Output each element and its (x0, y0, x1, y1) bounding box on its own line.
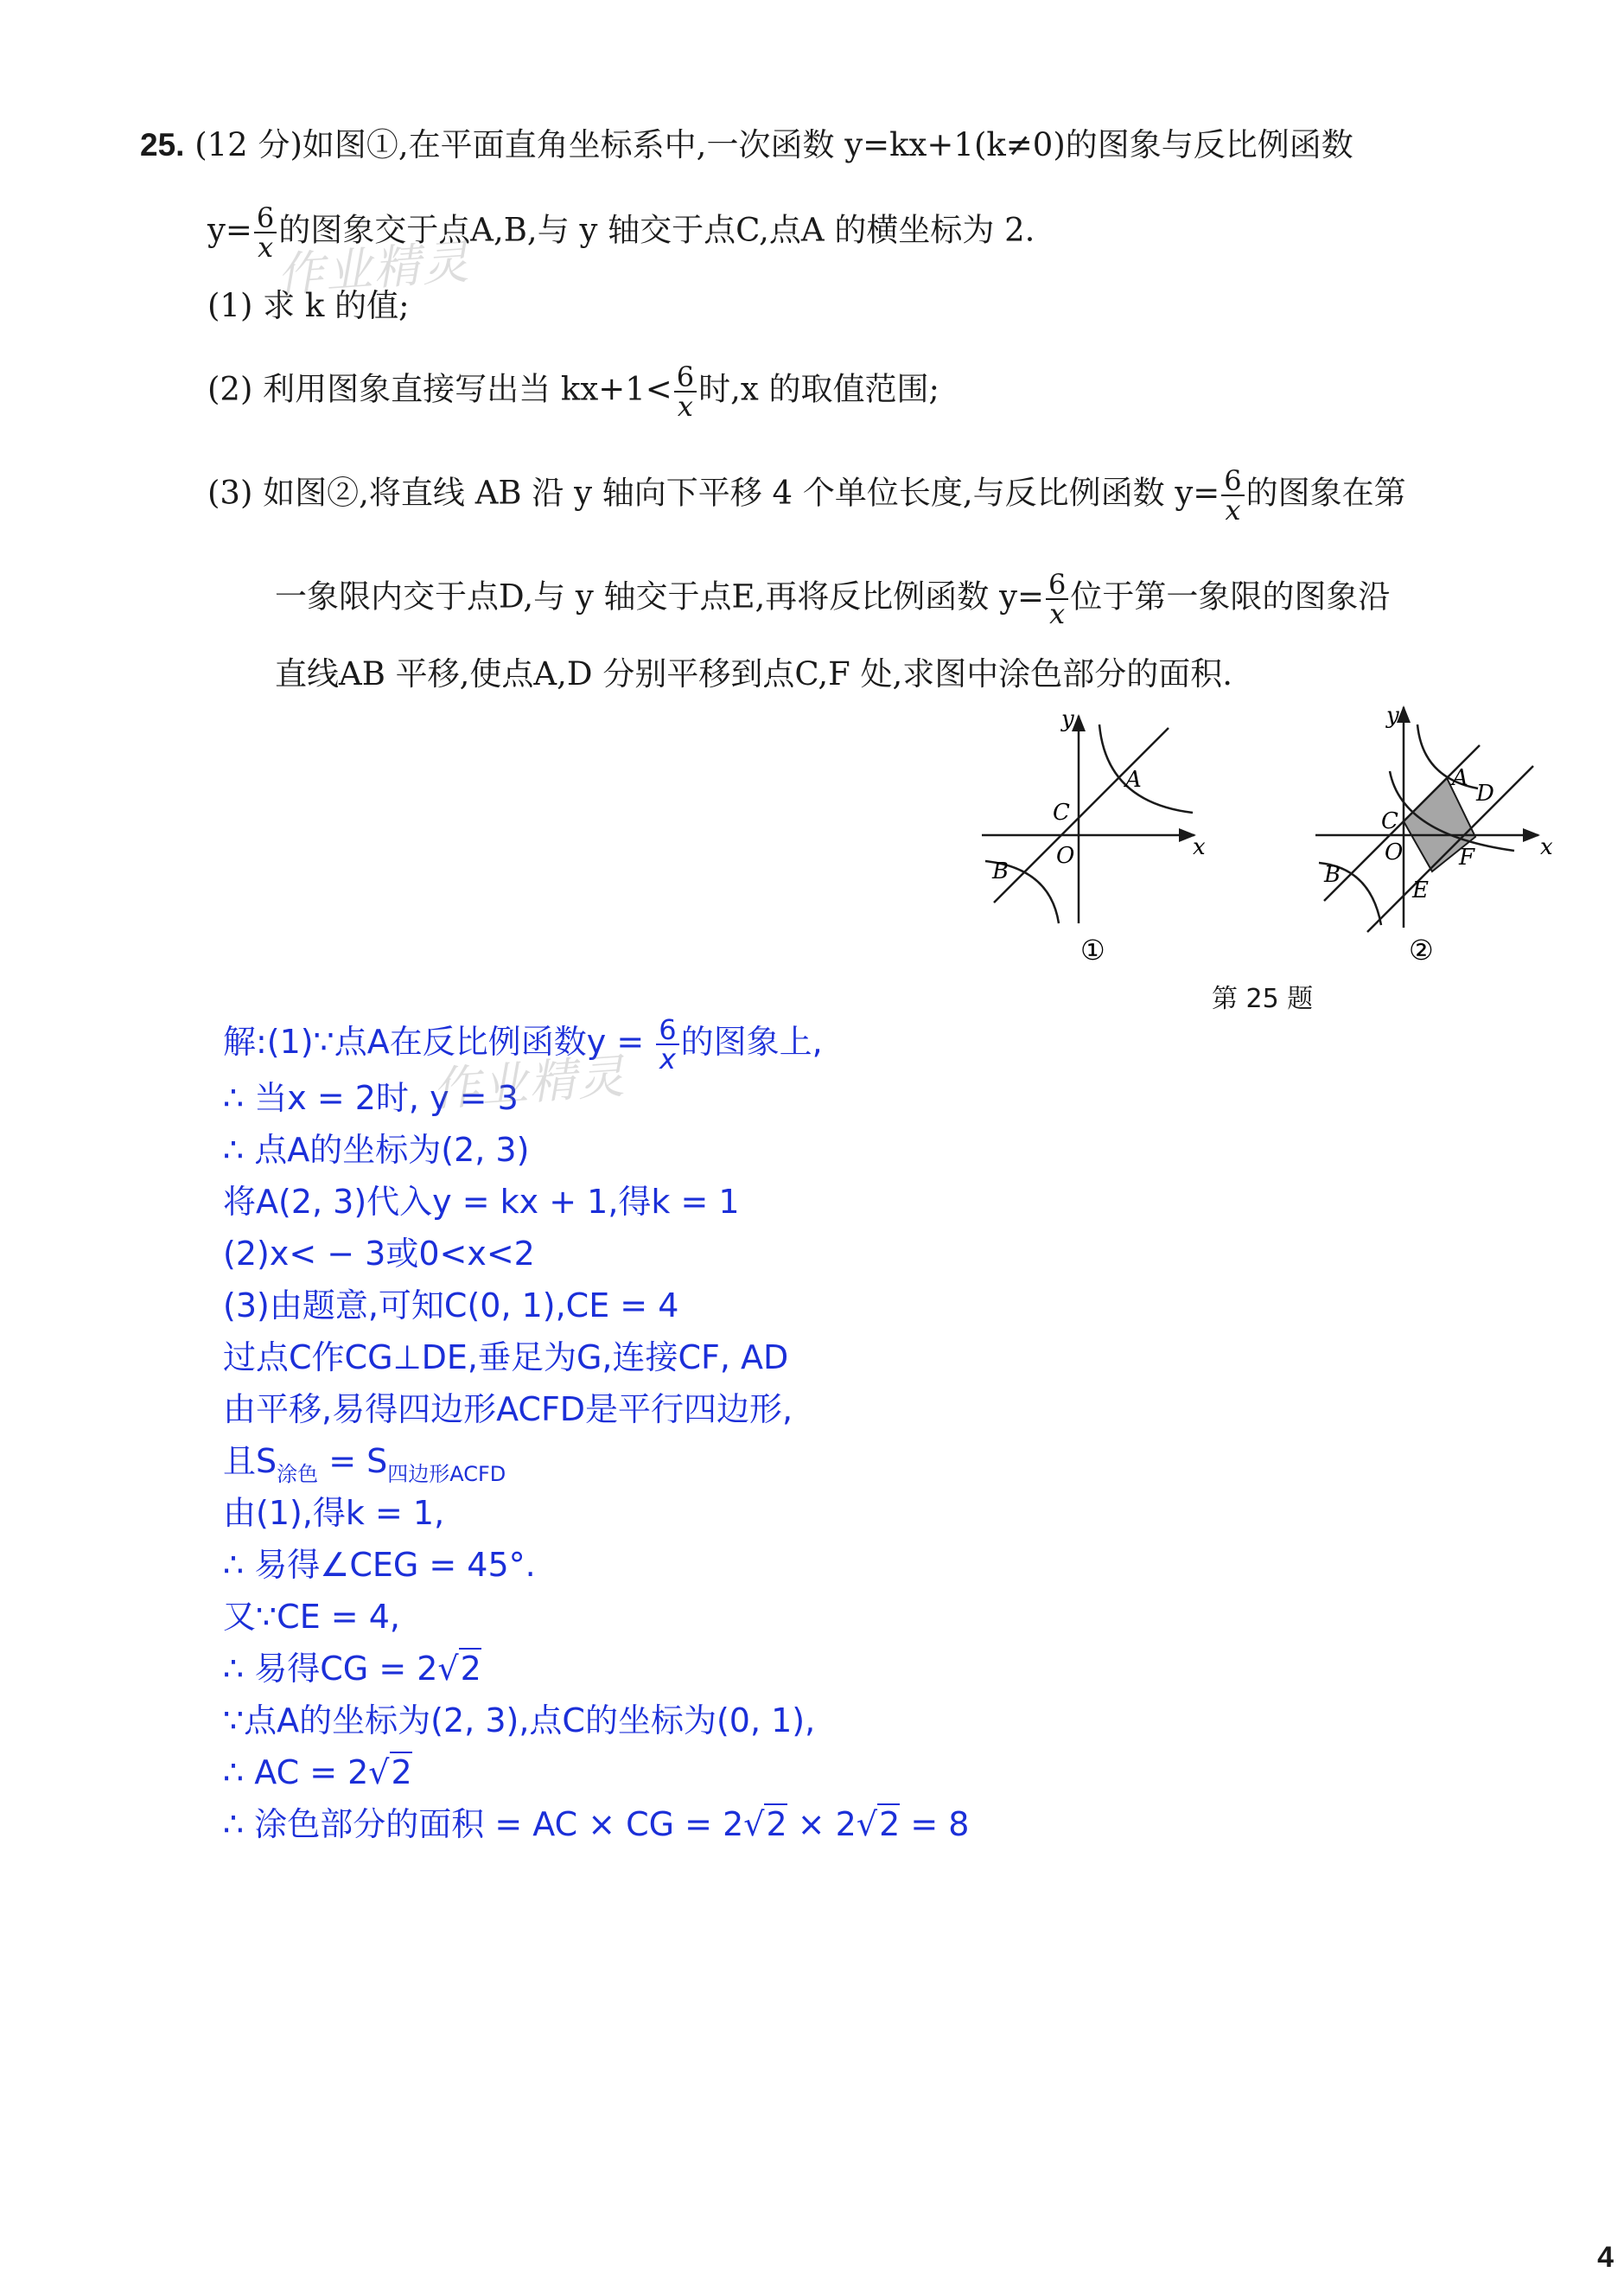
sqrt-radicand: 2 (391, 1753, 412, 1791)
frac-den: x (677, 390, 693, 423)
fraction (674, 361, 697, 423)
fig2-label: ② (1409, 934, 1434, 967)
watermark: 作业精灵 (430, 1049, 628, 1117)
solution-line-14: ∵点A的坐标为(2, 3),点C的坐标为(0, 1), (223, 1701, 816, 1739)
part-2 (207, 361, 939, 423)
sol-l9-a: 且S (223, 1442, 277, 1480)
label-x: x (1540, 834, 1553, 860)
frac-num: 6 (674, 363, 697, 393)
fraction (1046, 568, 1068, 630)
part-1: (1) 求 k 的值; (207, 287, 410, 324)
solution-line-7: 过点C作CG⊥DE,垂足为G,连接CF, AD (223, 1338, 789, 1376)
sqrt-radicand: 2 (879, 1805, 901, 1843)
intro-b-prefix: y= (207, 211, 252, 249)
part3b-prefix: 一象限内交于点D,与 y 轴交于点E,再将反比例函数 y= (275, 578, 1044, 616)
solution-line-9 (223, 1435, 969, 1487)
part3a-suffix: 的图象在第 (1245, 474, 1406, 512)
label-c: C (1053, 800, 1070, 826)
part-3-line-1 (207, 464, 1406, 527)
page-number: 4 (1597, 2241, 1614, 2274)
fig1-label: ① (1080, 934, 1105, 967)
solution-line-10: 由(1),得k = 1, (223, 1494, 445, 1532)
sol-l9-b: = S (318, 1442, 388, 1480)
solution-line-2: ∴ 当x = 2时, y = 3 (223, 1079, 519, 1117)
sqrt-radicand: 2 (460, 1650, 481, 1688)
solution-line-6: (3)由题意,可知C(0, 1),CE = 4 (223, 1286, 679, 1324)
label-b: B (992, 858, 1009, 884)
fraction (1221, 464, 1244, 527)
part2-prefix: (2) 利用图象直接写出当 kx+1< (207, 370, 672, 408)
figure-1 (977, 707, 1253, 967)
part3b-suffix: 位于第一象限的图象沿 (1070, 578, 1391, 616)
solution-block (223, 1012, 969, 1850)
line-ab (994, 728, 1169, 903)
sol-l9-sub1: 涂色 (277, 1462, 319, 1486)
solution-line-13 (223, 1643, 969, 1695)
frac-num: 6 (656, 1016, 678, 1045)
sol-l15-a: ∴ AC = 2√ (223, 1753, 390, 1791)
label-y: y (1061, 707, 1074, 732)
sol-l1-prefix: 解:(1)∵点A在反比例函数y = (223, 1023, 655, 1061)
frac-num: 6 (254, 204, 277, 233)
label-c: C (1381, 808, 1398, 834)
sol-l16-c: = 8 (900, 1805, 970, 1843)
question-line-1 (140, 121, 1353, 169)
sol-l16-a: ∴ 涂色部分的面积 = AC × CG = 2√ (223, 1805, 765, 1843)
part2-suffix: 时,x 的取值范围; (698, 370, 939, 408)
part-3-line-3: 直线AB 平移,使点A,D 分别平移到点C,F 处,求图中涂色部分的面积. (275, 655, 1233, 693)
solution-line-12: 又∵CE = 4, (223, 1598, 400, 1636)
label-b: B (1324, 862, 1341, 888)
solution-line-4: 将A(2, 3)代入y = kx + 1,得k = 1 (223, 1183, 740, 1221)
solution-line-15 (223, 1746, 969, 1798)
part-3-line-2 (275, 568, 1391, 630)
sol-l16-b: × 2√ (787, 1805, 878, 1843)
solution-line-3: ∴ 点A的坐标为(2, 3) (223, 1131, 530, 1169)
frac-den: x (1049, 597, 1066, 630)
label-a: A (1452, 765, 1468, 791)
label-e: E (1412, 878, 1429, 903)
frac-den: x (1225, 494, 1241, 527)
label-x: x (1193, 834, 1206, 860)
intro-b-suffix: 的图象交于点A,B,与 y 轴交于点C,点A 的横坐标为 2. (278, 211, 1035, 249)
solution-line-11: ∴ 易得∠CEG = 45°. (223, 1546, 536, 1584)
question-number: 25. (140, 127, 185, 163)
label-o: O (1385, 839, 1404, 865)
frac-den: x (258, 231, 274, 264)
question-intro-a: 如图①,在平面直角坐标系中,一次函数 y=kx+1(k≠0)的图象与反比例函数 (302, 126, 1353, 163)
frac-num: 6 (1046, 571, 1068, 600)
figure-2 (1307, 699, 1566, 967)
label-d: D (1476, 781, 1494, 807)
sol-l1-suffix: 的图象上, (680, 1023, 823, 1061)
fraction (656, 1012, 678, 1075)
label-f: F (1459, 845, 1475, 871)
sol-l13-a: ∴ 易得CG = 2√ (223, 1650, 459, 1688)
sol-l9-sub2: 四边形ACFD (387, 1462, 506, 1486)
figure-caption: 第 25 题 (1212, 984, 1314, 1014)
solution-line-5: (2)x< − 3或0<x<2 (223, 1235, 535, 1273)
label-o: O (1056, 843, 1075, 869)
question-score: (12 分) (194, 126, 303, 163)
frac-num: 6 (1221, 467, 1244, 496)
hyperbola-q1 (1099, 724, 1193, 813)
frac-den: x (659, 1042, 676, 1075)
watermark: 作业精灵 (275, 234, 473, 303)
label-a: A (1125, 767, 1142, 793)
label-y: y (1386, 703, 1399, 729)
sqrt-radicand: 2 (766, 1805, 787, 1843)
solution-line-8: 由平移,易得四边形ACFD是平行四边形, (223, 1390, 793, 1428)
solution-line-16 (223, 1798, 969, 1850)
fraction (254, 201, 277, 264)
part3a-prefix: (3) 如图②,将直线 AB 沿 y 轴向下平移 4 个单位长度,与反比例函数 y= (207, 474, 1220, 512)
